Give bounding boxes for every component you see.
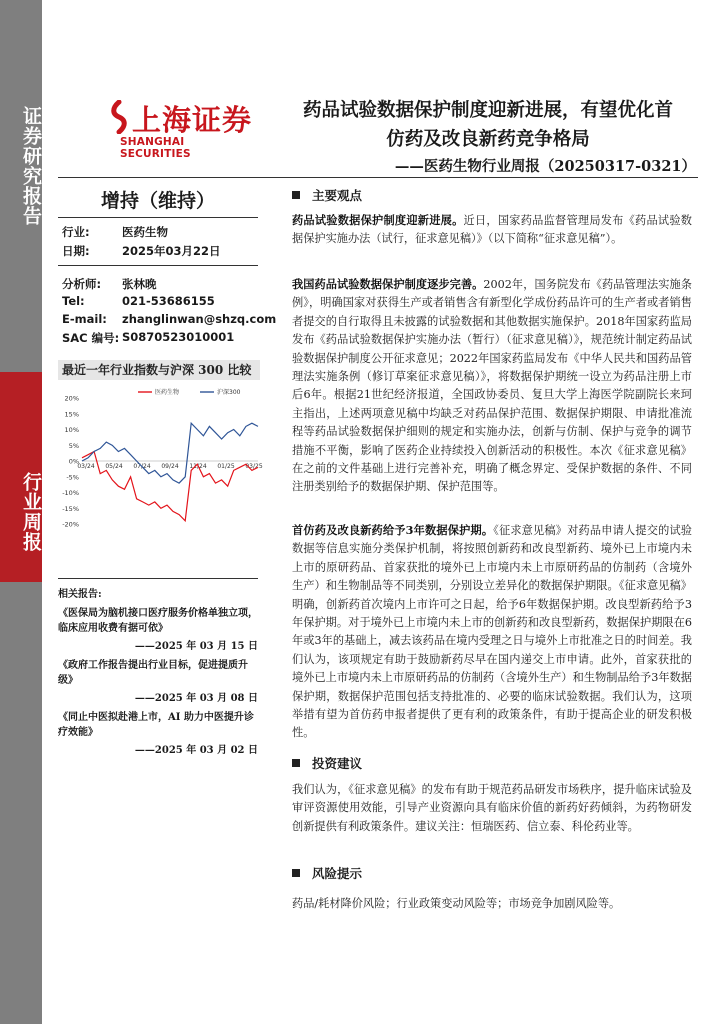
analyst-value: S0870523010001 xyxy=(122,330,235,344)
y-tick-label: 0% xyxy=(68,457,79,466)
info-label: 行业: xyxy=(62,225,90,239)
sidebar xyxy=(0,0,42,1024)
section-title: 主要观点 xyxy=(312,188,363,203)
sidebar-mid-band xyxy=(0,372,42,582)
header-divider xyxy=(58,177,698,178)
x-tick-label: 11/24 xyxy=(189,463,207,470)
analyst-value[interactable]: zhanglinwan@shzq.com xyxy=(122,312,277,326)
series-line-1 xyxy=(82,452,258,521)
paragraph-1 xyxy=(292,211,692,249)
info-divider xyxy=(58,265,258,266)
related-item-title[interactable]: 《政府工作报告提出行业目标，促进提质升级》 xyxy=(58,660,248,686)
related-reports xyxy=(58,585,258,762)
analyst-label: E-mail: xyxy=(62,312,107,326)
related-item-date: ——2025 年 03 月 02 日 xyxy=(134,745,258,756)
section-bullet-icon xyxy=(292,759,300,767)
sidebar-bottom-band xyxy=(0,582,42,1024)
y-tick-label: -15% xyxy=(62,504,79,513)
x-tick-label: 03/25 xyxy=(245,463,263,470)
analyst-label: SAC 编号: xyxy=(62,331,120,345)
y-tick-label: -10% xyxy=(62,489,79,497)
analyst-name xyxy=(62,276,157,292)
report-subtitle: ——医药生物行业周报（20250317-0321） xyxy=(394,158,696,175)
paragraph-body: 2002年，国务院发布《药品管理法实施条例》，明确国家对获得生产或者销售含有新型化学成份药品许可的生产者或者销售者提交的自行取得且未披露的试验数据和其他数据实施保护。2018年国家药监局发布《药品试验数据保护实施办法（暂行）（征求意见稿）》，规范统计制定药品试验数据保护制度公开征求意见；2022年国家药监局发布《中华人民共和国药品管理法实施条例（修订草案征求意见稿）》，将数据保护期统一设立为药品注册上市后6年。根据21世纪经济报道，全国政协委员、复旦大学上海医学院副院长来珂主指出，上述两项意见稿中均缺乏对药品保护范围、数据保护期限、申请批准流程等药品试验数据保护细则的规定和实施办法，创新与仿制、保护与竞争的调节措施不平衡，影响了医药企业持续投入创新活动的积极性。本次《征求意见稿》在之前的文件基础上进行完善补充，明确了概念界定、受保护数据的条件、不同注册类别给予的数据保护期、保护范围等。 xyxy=(292,278,692,494)
x-tick-label: 03/24 xyxy=(77,463,95,470)
section-investment xyxy=(292,754,362,772)
title-line-2: 仿药及改良新药竞争格局 xyxy=(386,129,590,150)
y-tick-label: 20% xyxy=(64,394,79,403)
related-item-date: ——2025 年 03 月 15 日 xyxy=(134,641,258,652)
related-header: 相关报告: xyxy=(58,589,102,600)
section-bullet-icon xyxy=(292,869,300,877)
info-industry xyxy=(62,224,168,240)
paragraph-body: 《征求意见稿》对药品申请人提交的试验数据等信息实施分类保护机制，将按照创新药和改良型新药、境外已上市境内未上市的原研药品、首家获批的境外已上市境内未上市原研药品的仿制药（含境外生产）和生物制品等不同类别，分别设立差异化的数据保护期限。《征求意见稿》明确，创新药首次境内上市许可之日起，给予6年数据保护期。改良型新药给予3年保护期。对于境外已上市境内未上市的创新药和改良型新药，数据保护期限在6年或3年的基础上，减去该药品在境内受理之日与境外上市批准之日的时间差。我们认为，该项规定有助于鼓励新药尽早在国内递交上市申请。此外，首家获批的境外已上市境内未上市原研药品的仿制药（含境外生产）和生物制品给予3年数据保护期，数据保护范围包括支持批准的、必要的临床试验数据。我们认为，这项举措有望为首仿药申报者提供了更有利的政策条件，有助于提高企业的研发积极性。 xyxy=(292,524,692,740)
sidebar-label-weekly: 行业周报 xyxy=(20,472,42,552)
paragraph-5: 药品/耗材降价风险；行业政策变动风险等；市场竞争加剧风险等。 xyxy=(292,897,621,910)
y-tick-label: 5% xyxy=(68,441,79,450)
paragraph-lead: 我国药品试验数据保护制度逐步完善。 xyxy=(292,277,484,291)
index-comparison-chart xyxy=(58,384,264,534)
chart-title: 最近一年行业指数与沪深 300 比较 xyxy=(58,360,260,380)
analyst-value: 021-53686155 xyxy=(122,294,215,308)
paragraph-4: 我们认为，《征求意见稿》的发布有助于规范药品研发市场秩序，提升临床试验及审评资源使用效能，引导产业资源向具有临床价值的新药好药倾斜，为药物研发创新提供有利政策条件。建议关注：恒瑞医药、信立泰、科伦药业等。 xyxy=(292,783,692,833)
analyst-sac xyxy=(62,330,235,346)
y-tick-label: -5% xyxy=(66,473,79,482)
related-item[interactable] xyxy=(58,710,258,758)
sidebar-label-research: 证券研究报告 xyxy=(20,106,42,226)
analyst-label: Tel: xyxy=(62,294,85,308)
company-logo xyxy=(108,98,258,160)
analyst-value: 张林晚 xyxy=(122,277,157,291)
paragraph-2 xyxy=(292,275,692,497)
legend-label: 沪深300 xyxy=(217,389,241,396)
related-item[interactable] xyxy=(58,606,258,654)
section-title: 投资建议 xyxy=(312,756,363,771)
paragraph-lead: 首仿药及改良新药给予3年数据保护期。 xyxy=(292,523,494,537)
section-risk xyxy=(292,864,362,882)
rating-divider xyxy=(58,217,258,218)
related-item-title[interactable]: 《同止中医拟赴港上市，AI 助力中医提升诊疗效能》 xyxy=(58,712,254,738)
x-tick-label: 01/25 xyxy=(217,463,235,470)
analyst-label: 分析师: xyxy=(62,277,102,291)
related-item-date: ——2025 年 03 月 08 日 xyxy=(134,693,258,704)
info-value: 医药生物 xyxy=(122,225,168,239)
paragraph-body: 近日，国家药品监督管理局发布《药品试验数据保护实施办法（试行，征求意见稿）》（以下简称“征求意见稿”）。 xyxy=(292,214,692,246)
analyst-tel xyxy=(62,294,215,308)
paragraph-3 xyxy=(292,521,692,743)
paragraph-lead: 药品试验数据保护制度迎新进展。 xyxy=(292,213,464,227)
report-title xyxy=(282,96,694,154)
x-tick-label: 07/24 xyxy=(133,463,151,470)
y-tick-label: 15% xyxy=(64,410,79,419)
related-item[interactable] xyxy=(58,658,258,706)
section-main-view xyxy=(292,186,362,204)
analyst-email xyxy=(62,312,277,326)
info-value: 2025年03月22日 xyxy=(122,244,221,258)
y-tick-label: -20% xyxy=(62,520,79,529)
x-tick-label: 09/24 xyxy=(161,463,179,470)
title-line-1: 药品试验数据保护制度迎新进展，有望优化首 xyxy=(302,100,673,121)
logo-text-cn: 上海证券 xyxy=(132,103,253,137)
section-bullet-icon xyxy=(292,191,300,199)
related-item-title[interactable]: 《医保局为脑机接口医疗服务价格单独立项，临床应用收费有据可依》 xyxy=(58,608,258,634)
legend-label: 医药生物 xyxy=(155,389,180,396)
logo-mark-icon xyxy=(108,100,130,134)
logo-text-en: SHANGHAI SECURITIES xyxy=(120,136,191,160)
x-tick-label: 05/24 xyxy=(105,463,123,470)
chart-divider xyxy=(58,578,258,579)
section-title: 风险提示 xyxy=(312,866,363,881)
rating: 增持（维持） xyxy=(100,190,215,212)
sidebar-top-band xyxy=(0,0,42,372)
info-date xyxy=(62,243,221,259)
y-tick-label: 10% xyxy=(64,426,79,434)
info-label: 日期: xyxy=(62,244,90,258)
